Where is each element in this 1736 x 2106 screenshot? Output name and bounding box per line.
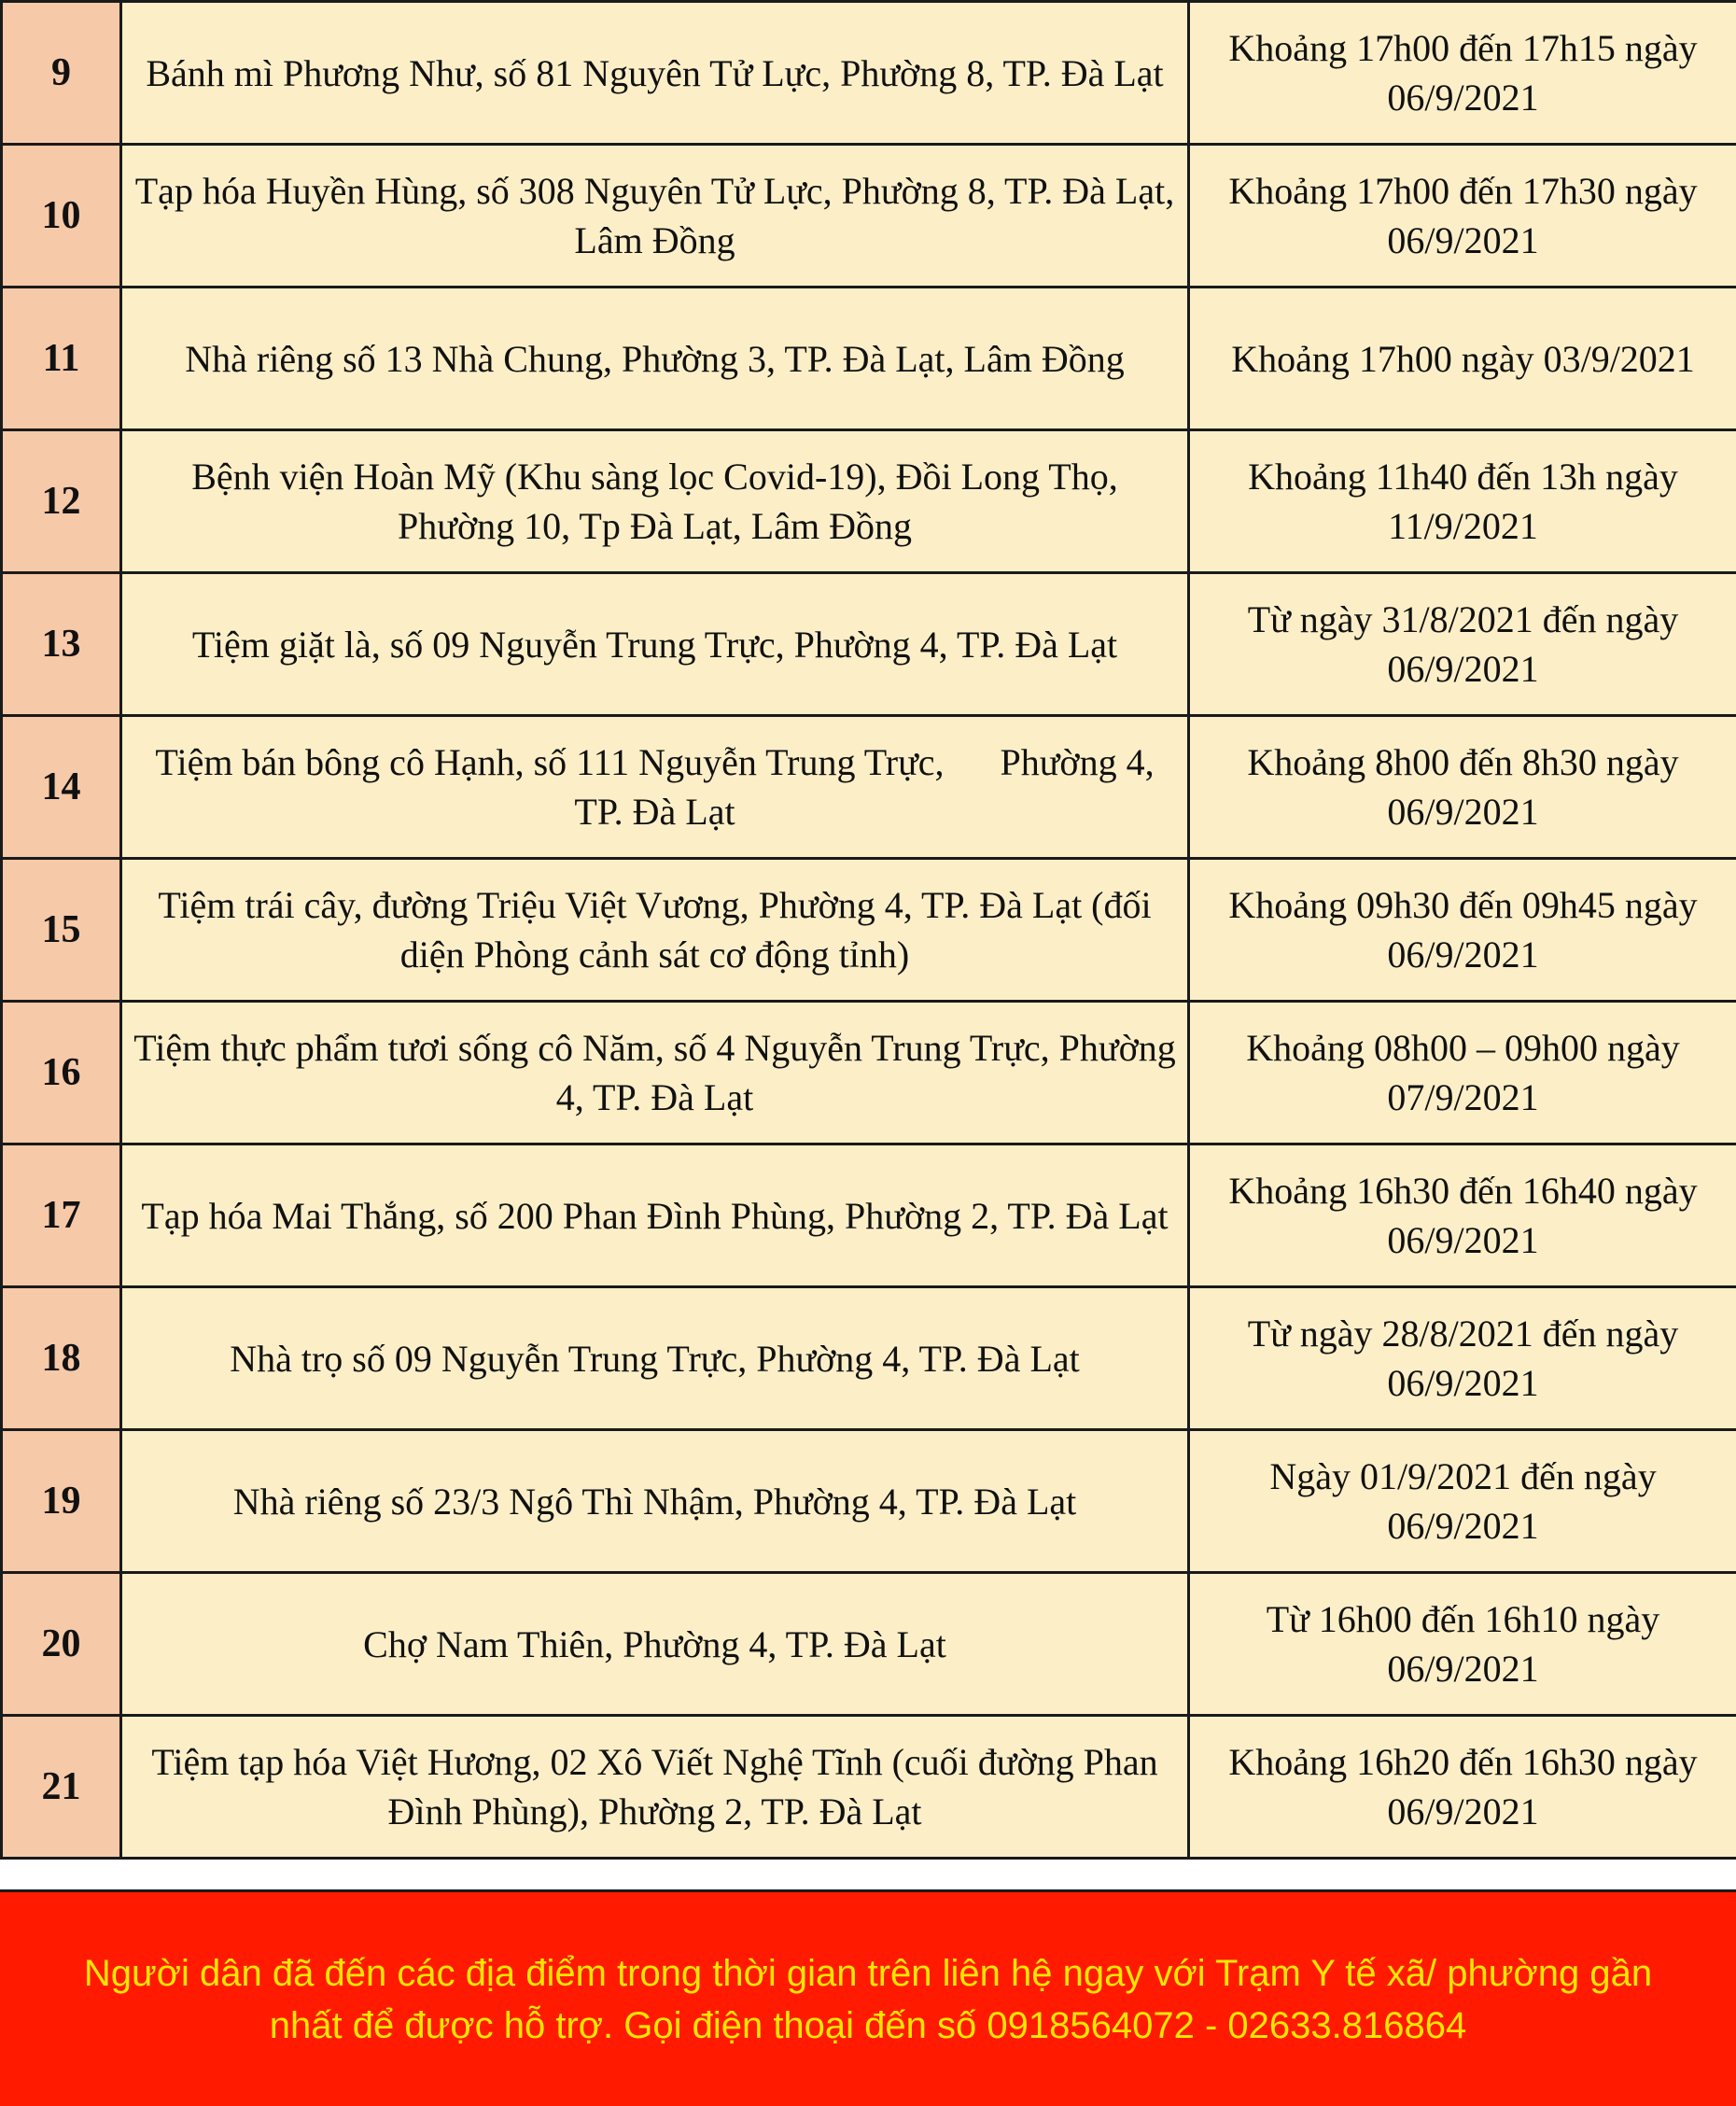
row-number: 19 xyxy=(2,1430,121,1573)
table-row xyxy=(2,1573,1736,1716)
time-cell: Ngày 01/9/2021 đến ngày 06/9/2021 xyxy=(1189,1430,1736,1573)
time-cell: Khoảng 08h00 – 09h00 ngày 07/9/2021 xyxy=(1189,1002,1736,1144)
location-cell: Tiệm thực phẩm tươi sống cô Năm, số 4 Nguyễn Trung Trực, Phường 4, TP. Đà Lạt xyxy=(121,1002,1189,1144)
row-number: 9 xyxy=(2,2,121,145)
table-row xyxy=(2,145,1736,288)
location-cell: Nhà riêng số 23/3 Ngô Thì Nhậm, Phường 4, TP. Đà Lạt xyxy=(121,1430,1189,1573)
row-number: 21 xyxy=(2,1716,121,1859)
table-row xyxy=(2,1430,1736,1573)
row-number: 11 xyxy=(2,288,121,430)
table-row xyxy=(2,1716,1736,1859)
contact-notice-banner xyxy=(0,1889,1736,2106)
row-number: 20 xyxy=(2,1573,121,1716)
location-cell: Nhà trọ số 09 Nguyễn Trung Trực, Phường 4, TP. Đà Lạt xyxy=(121,1287,1189,1430)
location-cell: Tiệm bán bông cô Hạnh, số 111 Nguyễn Trung Trực, Phường 4, TP. Đà Lạt xyxy=(121,716,1189,859)
time-cell: Từ ngày 31/8/2021 đến ngày 06/9/2021 xyxy=(1189,573,1736,716)
row-number: 13 xyxy=(2,573,121,716)
row-number: 18 xyxy=(2,1287,121,1430)
row-number: 14 xyxy=(2,716,121,859)
table-row xyxy=(2,1144,1736,1287)
location-cell: Tiệm tạp hóa Việt Hương, 02 Xô Viết Nghệ Tĩnh (cuối đường Phan Đình Phùng), Phường 2, TP. Đà Lạt xyxy=(121,1716,1189,1859)
location-cell: Chợ Nam Thiên, Phường 4, TP. Đà Lạt xyxy=(121,1573,1189,1716)
time-cell: Khoảng 8h00 đến 8h30 ngày 06/9/2021 xyxy=(1189,716,1736,859)
table-row xyxy=(2,859,1736,1002)
locations-table-body xyxy=(2,2,1736,1859)
table-row xyxy=(2,288,1736,430)
row-number: 12 xyxy=(2,430,121,573)
table-row xyxy=(2,1287,1736,1430)
table-row xyxy=(2,430,1736,573)
row-number: 17 xyxy=(2,1144,121,1287)
row-number: 15 xyxy=(2,859,121,1002)
location-cell: Tạp hóa Huyền Hùng, số 308 Nguyên Tử Lực, Phường 8, TP. Đà Lạt, Lâm Đồng xyxy=(121,145,1189,288)
time-cell: Khoảng 17h00 đến 17h30 ngày 06/9/2021 xyxy=(1189,145,1736,288)
time-cell: Khoảng 16h30 đến 16h40 ngày 06/9/2021 xyxy=(1189,1144,1736,1287)
table-row xyxy=(2,1002,1736,1144)
time-cell: Từ ngày 28/8/2021 đến ngày 06/9/2021 xyxy=(1189,1287,1736,1430)
time-cell: Từ 16h00 đến 16h10 ngày 06/9/2021 xyxy=(1189,1573,1736,1716)
location-cell: Bánh mì Phương Như, số 81 Nguyên Tử Lực, Phường 8, TP. Đà Lạt xyxy=(121,2,1189,145)
time-cell: Khoảng 11h40 đến 13h ngày 11/9/2021 xyxy=(1189,430,1736,573)
location-cell: Nhà riêng số 13 Nhà Chung, Phường 3, TP. Đà Lạt, Lâm Đồng xyxy=(121,288,1189,430)
row-number: 10 xyxy=(2,145,121,288)
time-cell: Khoảng 17h00 ngày 03/9/2021 xyxy=(1189,288,1736,430)
location-cell: Tiệm trái cây, đường Triệu Việt Vương, Phường 4, TP. Đà Lạt (đối diện Phòng cảnh sát cơ động tỉnh) xyxy=(121,859,1189,1002)
contact-notice-text: Người dân đã đến các địa điểm trong thời gian trên liên hệ ngay với Trạm Y tế xã/ phường gần nhất để được hỗ trợ. Gọi điện thoại đến số 0918564072 - 02633.816864 xyxy=(83,1952,1653,2046)
time-cell: Khoảng 16h20 đến 16h30 ngày 06/9/2021 xyxy=(1189,1716,1736,1859)
location-cell: Tiệm giặt là, số 09 Nguyễn Trung Trực, Phường 4, TP. Đà Lạt xyxy=(121,573,1189,716)
table-row xyxy=(2,2,1736,145)
row-number: 16 xyxy=(2,1002,121,1144)
time-cell: Khoảng 17h00 đến 17h15 ngày 06/9/2021 xyxy=(1189,2,1736,145)
location-cell: Bệnh viện Hoàn Mỹ (Khu sàng lọc Covid-19), Đồi Long Thọ, Phường 10, Tp Đà Lạt, Lâm Đồng xyxy=(121,430,1189,573)
location-cell: Tạp hóa Mai Thắng, số 200 Phan Đình Phùng, Phường 2, TP. Đà Lạt xyxy=(121,1144,1189,1287)
table-row xyxy=(2,573,1736,716)
table-row xyxy=(2,716,1736,859)
time-cell: Khoảng 09h30 đến 09h45 ngày 06/9/2021 xyxy=(1189,859,1736,1002)
